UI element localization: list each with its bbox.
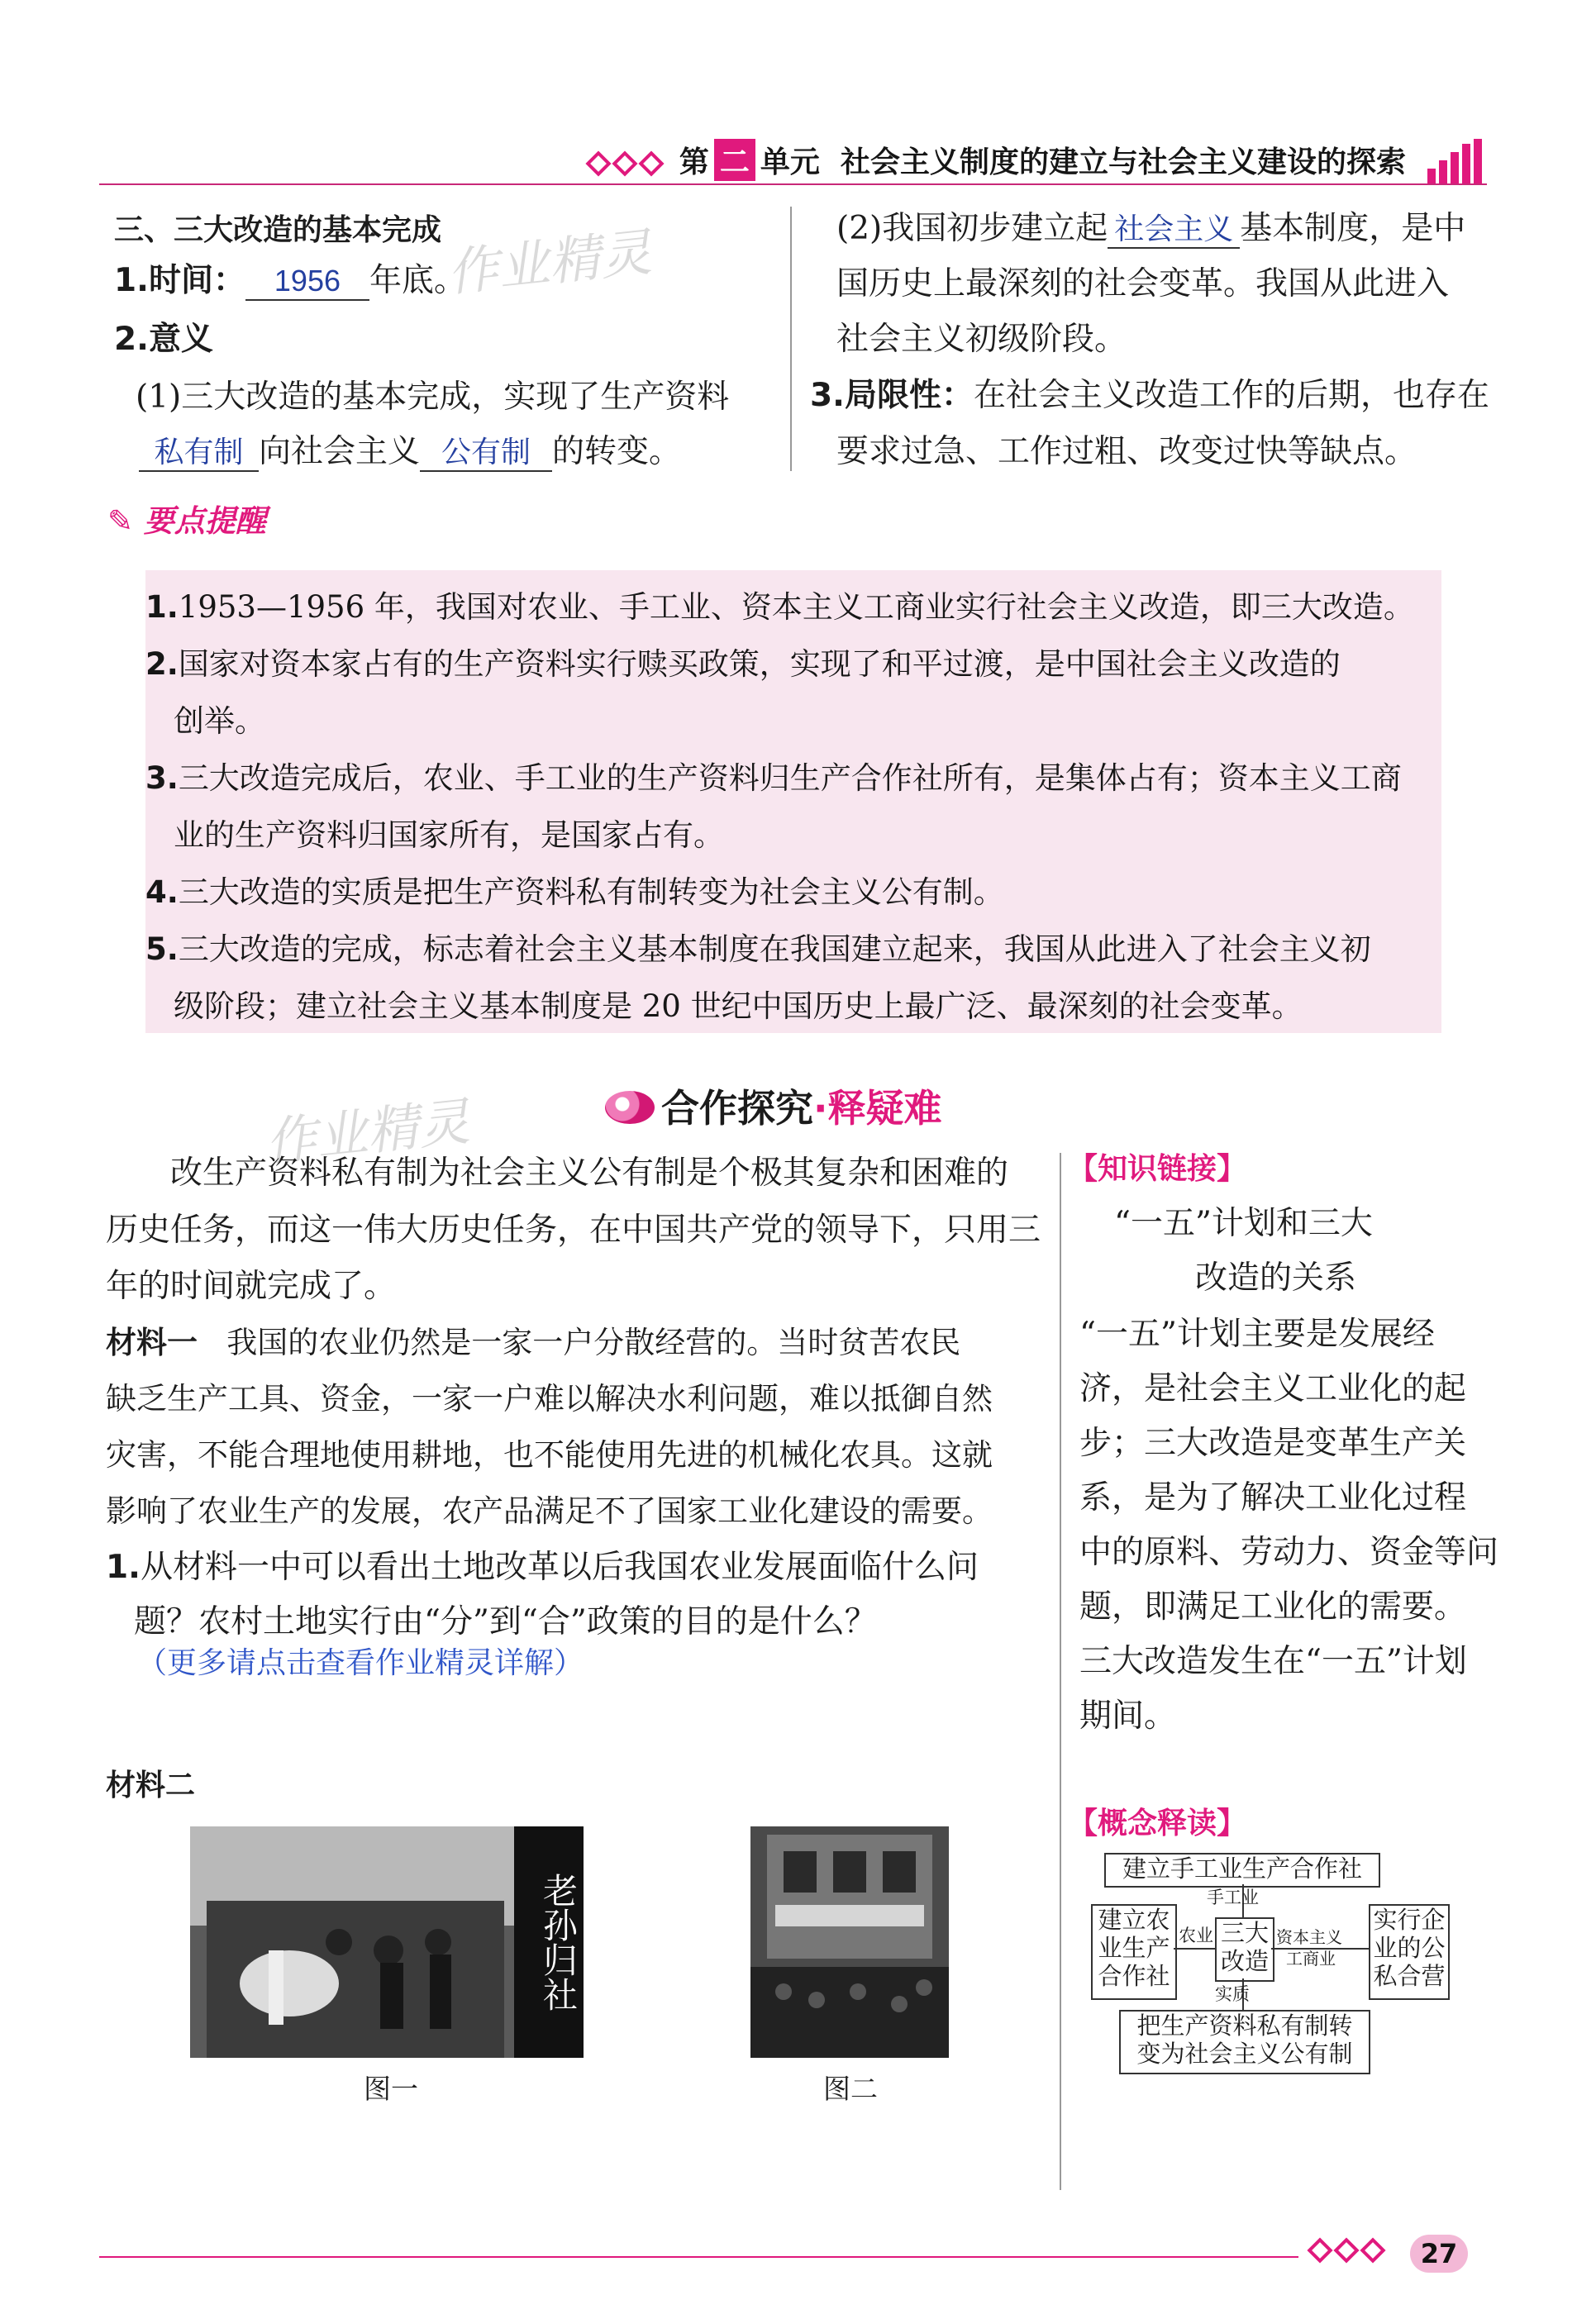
tip-item — [145, 864, 1425, 921]
meaning-2-line3: 社会主义初级阶段。 — [836, 321, 1127, 358]
link-line: 中的原料、劳动力、资金等问 — [1079, 1534, 1499, 1571]
meaning-2-line2: 国历史上最深刻的社会变革。我国从此进入 — [836, 265, 1450, 302]
diamond-icon — [586, 150, 612, 176]
limitation-line1 — [810, 367, 1489, 424]
time-answer: 1956 — [245, 263, 369, 301]
diagram-label-handicraft: 手工业 — [1207, 1888, 1259, 1907]
meaning2-end: 基本制度，是中 — [1240, 210, 1466, 247]
diagram-essence — [1119, 2010, 1370, 2074]
tip-item-cont: 业的生产资料归国家所有，是国家占有。 — [174, 817, 724, 853]
diamond-icon — [639, 150, 665, 176]
diagram-text: 合作社 — [1098, 1962, 1170, 1990]
meaning-label: 2.意义 — [114, 321, 213, 358]
link-line: 三大改造发生在“一五”计划 — [1079, 1643, 1467, 1680]
tip-text: 1953—1956 年，我国对农业、手工业、资本主义工商业实行社会主义改造，即三大改造。 — [178, 589, 1414, 625]
concept-tag: 【概念释读】 — [1068, 1807, 1247, 1840]
diagram-label-agri: 农业 — [1179, 1926, 1213, 1945]
diagram-text: 业的公 — [1373, 1934, 1446, 1962]
time-label: 1.时间： — [114, 262, 245, 299]
diagram-label-essence: 实质 — [1215, 1984, 1250, 2004]
tip-item — [145, 921, 1425, 978]
unit-number: 二 — [714, 139, 755, 181]
figure-1-caption: 图一 — [364, 2073, 418, 2105]
tip-number: 4. — [145, 874, 179, 910]
bars-icon — [1427, 139, 1484, 185]
diagram-text: 实行企 — [1373, 1906, 1446, 1934]
more-link[interactable]: （更多请点击查看作业精灵详解） — [137, 1646, 584, 1680]
time-row — [114, 252, 466, 309]
meaning-1-line1: (1)三大改造的基本完成，实现了生产资料 — [136, 379, 730, 416]
unit-header — [589, 139, 1406, 181]
diagram-center — [1215, 1917, 1274, 1982]
material-1-line: 缺乏生产工具、资金，一家一户难以解决水利问题，难以抵御自然 — [106, 1381, 993, 1416]
diagram-label-capital2: 工商业 — [1286, 1949, 1336, 1969]
diagram-handicraft: 建立手工业生产合作社 — [1104, 1853, 1380, 1888]
meaning-2-line1 — [836, 200, 1465, 257]
limitation-label: 3.局限性： — [810, 377, 974, 414]
section-title-a: 合作探究 — [661, 1086, 813, 1131]
tips-box — [145, 570, 1441, 1033]
planet-icon — [605, 1091, 655, 1124]
meaning-1-line2 — [139, 423, 681, 480]
section-title — [661, 1078, 941, 1133]
watermark: 作业精灵 — [444, 221, 655, 303]
link-line: “一五”计划主要是发展经 — [1079, 1316, 1435, 1353]
tip-item-cont: 创举。 — [174, 703, 265, 739]
diamond-icon — [612, 150, 638, 176]
question-1 — [106, 1539, 979, 1596]
tip-text: 国家对资本家占有的生产资料实行赎买政策，实现了和平过渡，是中国社会主义改造的 — [178, 646, 1341, 682]
tip-number: 5. — [145, 931, 179, 967]
link-line: 济，是社会主义工业化的起 — [1079, 1370, 1467, 1407]
answer-socialism: 社会主义 — [1108, 211, 1240, 249]
material-2-label: 材料二 — [106, 1769, 196, 1802]
diagram-agriculture — [1091, 1904, 1177, 2000]
concept-diagram — [1091, 1851, 1455, 2091]
unit-suffix: 单元 — [760, 145, 820, 179]
diagram-text: 把生产资料私有制转 — [1136, 2012, 1353, 2040]
time-suffix: 年底。 — [369, 262, 466, 299]
link-line: 系，是为了解决工业化过程 — [1079, 1479, 1467, 1516]
diamond-icon — [1333, 2237, 1359, 2263]
limitation-text: 在社会主义改造工作的后期，也存在 — [973, 377, 1489, 414]
section-title-b: 释疑难 — [827, 1086, 942, 1131]
answer-public: 公有制 — [420, 434, 552, 472]
diagram-text: 业生产 — [1098, 1934, 1170, 1962]
diagram-text: 私合营 — [1373, 1962, 1446, 1990]
unit-prefix: 第 — [679, 145, 709, 179]
link-title-2: 改造的关系 — [1195, 1259, 1357, 1297]
tips-title — [107, 496, 266, 540]
pen-icon: ✎ — [107, 503, 134, 539]
meaning-end: 的转变。 — [552, 433, 682, 470]
column-divider — [790, 207, 792, 471]
material-1-line — [106, 1314, 960, 1371]
column-divider-2 — [1060, 1153, 1061, 2190]
diamond-icon — [1360, 2237, 1385, 2263]
tip-number: 2. — [145, 646, 179, 682]
tip-text: 三大改造的实质是把生产资料私有制转变为社会主义公有制。 — [178, 874, 1004, 910]
footer-rule — [99, 2256, 1298, 2258]
diagram-joint-venture — [1369, 1904, 1450, 2000]
tip-text: 三大改造完成后，农业、手工业的生产资料归生产合作社所有，是集体占有；资本主义工商 — [178, 760, 1402, 796]
meaning-mid: 向社会主义 — [259, 433, 421, 470]
tips-title-text: 要点提醒 — [143, 503, 266, 539]
tip-item — [145, 636, 1425, 693]
answer-private: 私有制 — [139, 434, 259, 472]
figure-2-caption: 图二 — [823, 2073, 878, 2105]
figure-1-title: 老孙归社 — [514, 1826, 584, 2058]
figure-2-illustration — [750, 1826, 949, 2058]
question-1-cont: 题？农村土地实行由“分”到“合”政策的目的是什么？ — [134, 1603, 877, 1640]
knowledge-link-tag: 【知识链接】 — [1068, 1152, 1247, 1186]
tip-item — [145, 578, 1425, 636]
question-number: 1. — [106, 1549, 141, 1586]
link-title-1: “一五”计划和三大 — [1114, 1205, 1373, 1242]
figure-2 — [750, 1826, 949, 2058]
material-1-line: 灾害，不能合理地使用耕地，也不能使用先进的机械化农具。这就 — [106, 1437, 993, 1473]
limitation-line2: 要求过急、工作过粗、改变过快等缺点。 — [836, 433, 1417, 470]
meaning2-start: (2)我国初步建立起 — [836, 210, 1108, 247]
link-line: 步；三大改造是变革生产关 — [1079, 1425, 1467, 1462]
tip-item-cont: 级阶段；建立社会主义基本制度是 20 世纪中国历史上最广泛、最深刻的社会变革。 — [174, 988, 1303, 1024]
material-1-text: 我国的农业仍然是一家一户分散经营的。当时贫苦农民 — [226, 1325, 961, 1360]
diamond-icon — [1307, 2237, 1332, 2263]
footer-diamonds — [1311, 2241, 1390, 2259]
diagram-text: 建立农 — [1098, 1906, 1170, 1934]
diagram-text: 三大 — [1220, 1919, 1269, 1947]
tip-number: 3. — [145, 760, 179, 796]
diagram-text: 变为社会主义公有制 — [1136, 2040, 1353, 2068]
material-1-line: 影响了农业生产的发展，农产品满足不了国家工业化建设的需要。 — [106, 1493, 993, 1529]
tip-item — [145, 750, 1425, 807]
watermark: 作业精灵 — [262, 1091, 473, 1173]
link-line: 题，即满足工业化的需要。 — [1079, 1588, 1467, 1626]
header-rule — [99, 183, 1487, 185]
diagram-text: 改造 — [1220, 1947, 1269, 1975]
intro-line: 改生产资料私有制为社会主义公有制是个极其复杂和困难的 — [170, 1155, 1009, 1192]
unit-title: 社会主义制度的建立与社会主义建设的探索 — [840, 145, 1406, 179]
tip-text: 三大改造的完成，标志着社会主义基本制度在我国建立起来，我国从此进入了社会主义初 — [178, 931, 1371, 967]
diagram-label-capital: 资本主义 — [1276, 1927, 1342, 1947]
figure-1 — [190, 1826, 584, 2058]
link-line: 期间。 — [1079, 1697, 1177, 1735]
section-dot: · — [813, 1086, 828, 1131]
section-heading: 三、三大改造的基本完成 — [114, 213, 442, 247]
material-1-label: 材料一 — [106, 1325, 198, 1360]
intro-line: 年的时间就完成了。 — [106, 1268, 397, 1305]
question-text: 从材料一中可以看出土地改革以后我国农业发展面临什么问 — [140, 1549, 979, 1586]
page-number: 27 — [1410, 2235, 1468, 2273]
diagram-connector — [1174, 1948, 1215, 1950]
intro-line: 历史任务，而这一伟大历史任务，在中国共产党的领导下，只用三 — [106, 1212, 1041, 1249]
tip-number: 1. — [145, 589, 179, 625]
